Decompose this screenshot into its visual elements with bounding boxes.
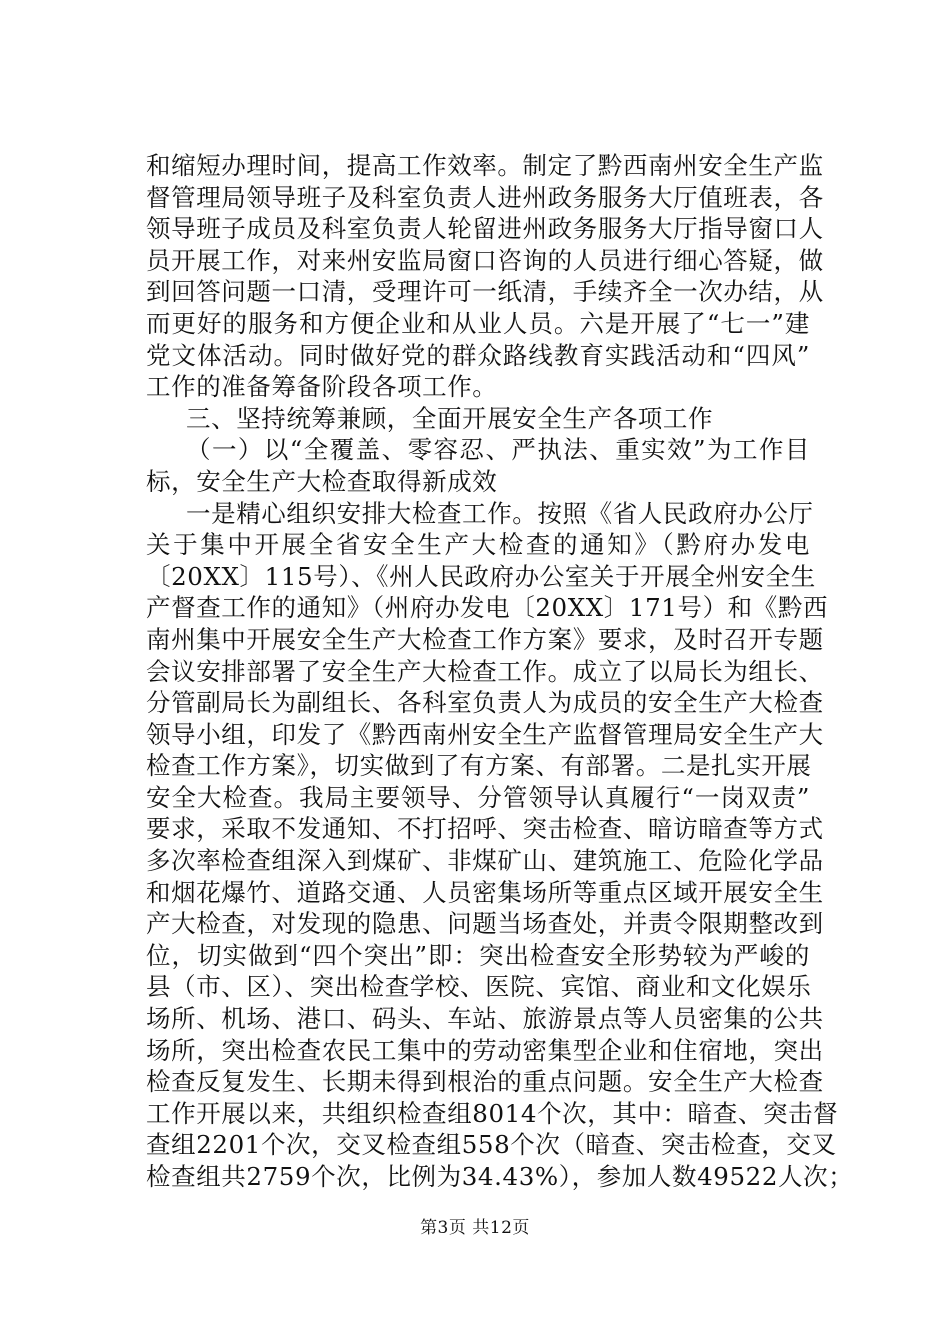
page-number: 第3页 共12页	[420, 1218, 530, 1238]
page-footer	[0, 1213, 950, 1238]
text-line: 和烟花爆竹、道路交通、人员密集场所等重点区域开展安全生	[146, 877, 824, 907]
text-line: 场所、机场、港口、码头、车站、旅游景点等人员密集的公共	[146, 1004, 824, 1034]
text-line: 检查工作方案》，切实做到了有方案、有部署。二是扎实开展	[146, 751, 812, 781]
subsection-heading: （一）以“全覆盖、零容忍、严执法、重实效”为工作目	[186, 435, 810, 465]
text-line: 检查反复发生、长期未得到根治的重点问题。安全生产大检查	[146, 1067, 824, 1097]
text-line: 检查组共2759个次，比例为34.43%），参加人数49522人次；	[146, 1162, 854, 1191]
text-line: 工作的准备筹备阶段各项工作。	[146, 372, 498, 402]
text-line: 南州集中开展安全生产大检查工作方案》要求，及时召开专题	[146, 624, 824, 654]
text-line: 而更好的服务和方便企业和从业人员。六是开展了“七一”建	[146, 308, 810, 338]
text-line: 工作开展以来，共组织检查组8014个次，其中：暗查、突击督	[146, 1098, 839, 1128]
text-line: 到回答问题一口清，受理许可一纸清，手续齐全一次办结，从	[146, 277, 824, 307]
text-line: 县（市、区）、突出检查学校、医院、宾馆、商业和文化娱乐	[146, 972, 812, 1002]
text-line: 关于集中开展全省安全生产大检查的通知》（黔府办发电	[146, 530, 810, 560]
document-body	[146, 150, 854, 1193]
section-heading: 三、坚持统筹兼顾，全面开展安全生产各项工作	[186, 403, 714, 433]
text-line: 多次率检查组深入到煤矿、非煤矿山、建筑施工、危险化学品	[146, 846, 824, 876]
text-line: 分管副局长为副组长、各科室负责人为成员的安全生产大检查	[146, 688, 824, 718]
text-line: 和缩短办理时间，提高工作效率。制定了黔西南州安全生产监	[146, 151, 824, 180]
subsection-heading: 标，安全生产大检查取得新成效	[146, 466, 498, 496]
text-line: 〔20XX〕115号）、《州人民政府办公室关于开展全州安全生	[146, 561, 816, 591]
text-line: 员开展工作，对来州安监局窗口咨询的人员进行细心答疑，做	[146, 245, 824, 275]
text-line: 领导小组，印发了《黔西南州安全生产监督管理局安全生产大	[146, 719, 824, 749]
text-line: 产大检查，对发现的隐患、问题当场查处，并责令限期整改到	[146, 909, 824, 939]
text-line: 会议安排部署了安全生产大检查工作。成立了以局长为组长、	[146, 656, 824, 686]
text-line: 要求，采取不发通知、不打招呼、突击检查、暗访暗查等方式	[146, 814, 824, 844]
text-line: 查组2201个次，交叉检查组558个次（暗查、突击检查，交叉	[146, 1130, 837, 1160]
text-line: 一是精心组织安排大检查工作。按照《省人民政府办公厅	[186, 498, 814, 528]
text-line: 安全大检查。我局主要领导、分管领导认真履行“一岗双责”	[146, 782, 810, 812]
text-line: 督管理局领导班子及科室负责人进州政务服务大厅值班表，各	[146, 182, 824, 212]
text-line: 场所，突出检查农民工集中的劳动密集型企业和住宿地，突出	[146, 1035, 824, 1065]
text-line: 党文体活动。同时做好党的群众路线教育实践活动和“四风”	[146, 340, 810, 370]
text-line: 产督查工作的通知》（州府办发电〔20XX〕171号）和《黔西	[146, 593, 829, 623]
text-line: 位，切实做到“四个突出”即：突出检查安全形势较为严峻的	[146, 940, 810, 970]
text-line: 领导班子成员及科室负责人轮留进州政务服务大厅指导窗口人	[146, 214, 824, 244]
